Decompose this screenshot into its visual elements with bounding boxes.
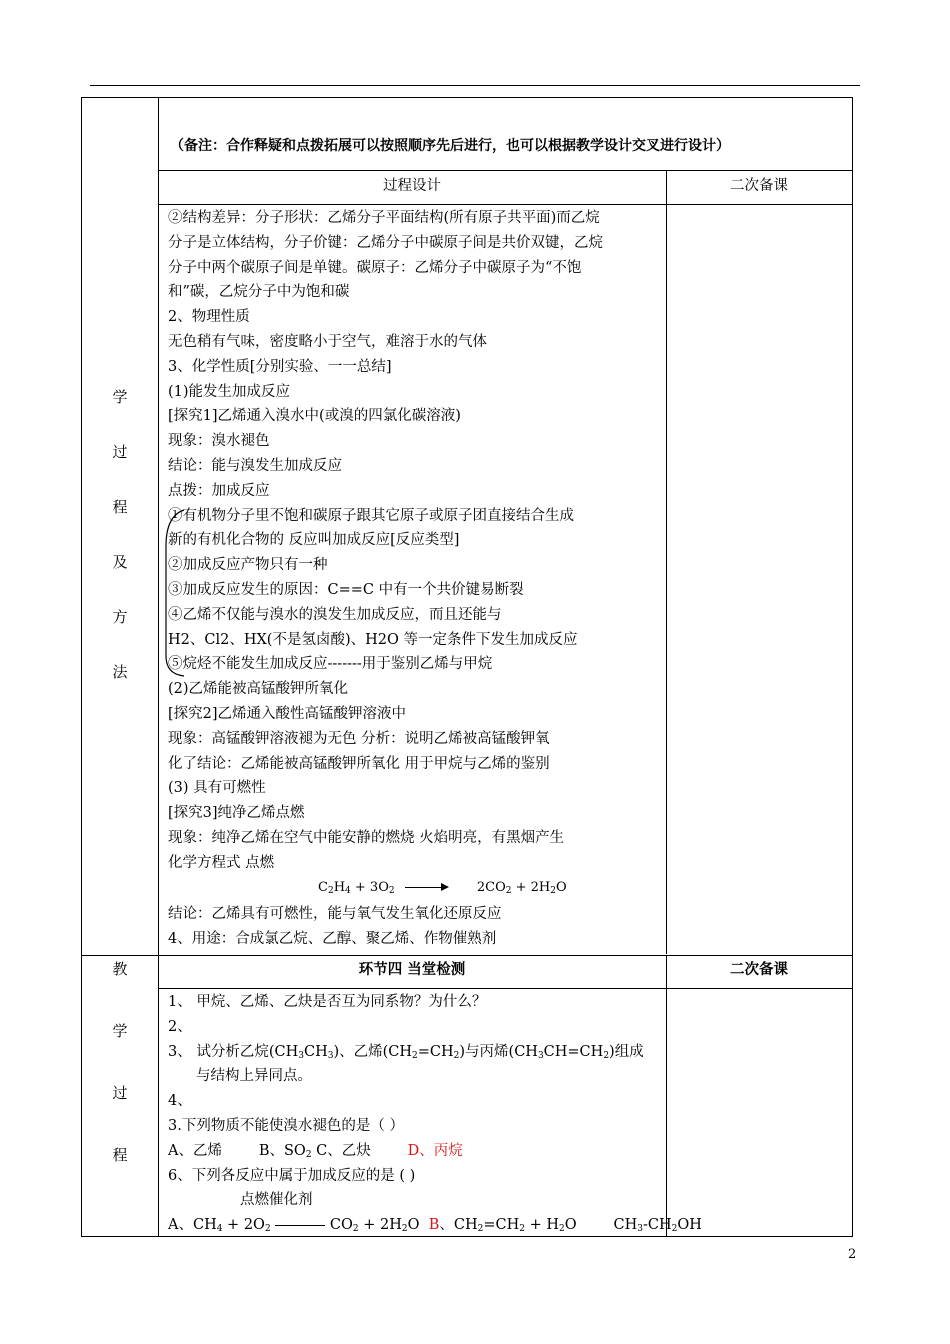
text-line: 3、化学性质[分别实验、一一总结] [168, 358, 392, 375]
side-char: 法 [112, 663, 128, 681]
text-line: 结论：乙烯具有可燃性，能与氧气发生氧化还原反应 [168, 906, 502, 922]
side-char: 方 [112, 608, 128, 626]
side-column-divider [158, 98, 159, 1236]
text-line: [探究2]乙烯通入酸性高锰酸钾溶液中 [168, 705, 407, 722]
row-line-1 [158, 170, 852, 171]
page-number: 2 [848, 1247, 857, 1262]
side-char: 学 [112, 388, 128, 406]
side-char: 过 [112, 1084, 128, 1102]
text-line: 现象：溴水褪色 [168, 433, 270, 450]
side-char: 学 [112, 1022, 128, 1040]
header-rule [90, 85, 860, 86]
equation-products: $2CO_2 + 2H_2O$ [476, 880, 567, 896]
side-char: 程 [112, 498, 128, 516]
bracket-mark [162, 506, 188, 681]
text-line: 和”碳，乙烷分子中为饱和碳 [168, 284, 350, 301]
text-line: (2)乙烯能被高锰酸钾所氧化 [168, 681, 349, 698]
text-line: 分子是立体结构，分子价键：乙烯分子中碳原子间是共价双键，乙烷 [168, 234, 603, 251]
question-1: 1、 甲烷、乙烯、乙炔是否互为同系物？为什么？ [168, 994, 487, 1010]
question-6-options: A、$CH_4 + 2O_2$ $CO_2 + 2H_2O$ B、$CH_2=CH_2 + H_2O$ $CH_3-CH_2OH$ [168, 1217, 702, 1235]
section4-header: 环节四 当堂检测 [358, 961, 466, 978]
text-line: 化学方程式 点燃 [168, 854, 275, 871]
question-6: 6、下列各反应中属于加成反应的是 ( ) [168, 1167, 416, 1184]
text-line: 现象：纯净乙烯在空气中能安静的燃烧 火焰明亮，有黑烟产生 [168, 829, 565, 846]
text-line: [探究3]纯净乙烯点燃 [168, 805, 305, 822]
text-line: 分子中两个碳原子间是单键。碳原子：乙烯分子中碳原子为“不饱 [168, 259, 582, 276]
text-line: 2、物理性质 [168, 309, 250, 326]
process-body-after [168, 902, 502, 952]
side-char: 及 [112, 553, 128, 571]
note-text: （备注：合作释疑和点拨拓展可以按照顺序先后进行，也可以根据教学设计交叉进行设计） [170, 138, 730, 154]
question-2: 2、 [168, 1018, 192, 1035]
question-3: 3、 试分析乙烷$(CH_3CH_3)$、乙烯$(CH_2=CH_2)$与丙烯$(CH_3CH=CH_2)$组成 [168, 1043, 644, 1061]
text-line: ④乙烯不仅能与溴水的溴发生加成反应，而且还能与 [168, 606, 502, 623]
text-line: 点拨：加成反应 [168, 482, 270, 499]
process-body [168, 206, 603, 876]
text-line: ③加成反应发生的原因：C==C 中有一个共价键易断裂 [168, 581, 524, 598]
text-line: ②结构差异：分子形状：乙烯分子平面结构(所有原子共平面)而乙烷 [168, 210, 600, 226]
question-4: 4、 [168, 1093, 192, 1110]
question-6-condition: 点燃催化剂 [240, 1192, 313, 1209]
col-divider-1 [666, 170, 667, 954]
quiz-body [168, 990, 702, 1238]
text-line: 4、用途：合成氯乙烷、乙醇、聚乙烯、作物催熟剂 [168, 930, 497, 947]
text-line: 化了结论：乙烯能被高锰酸钾所氧化 用于甲烷与乙烯的鉴别 [168, 755, 550, 772]
second-prep-header: 二次备课 [730, 178, 788, 194]
text-line: 新的有机化合物的 反应叫加成反应[反应类型] [168, 532, 460, 549]
side-char: 程 [112, 1146, 128, 1164]
equation-reactants: $C_2H_4 + 3O_2$ [318, 880, 395, 896]
text-line: [探究1]乙烯通入溴水中(或溴的四氯化碳溶液) [168, 408, 461, 425]
second-prep-header-2: 二次备课 [730, 961, 788, 978]
text-line: ⑤烷烃不能发生加成反应-------用于鉴别乙烯与甲烷 [168, 656, 493, 673]
text-line: (3) 具有可燃性 [168, 780, 266, 797]
text-line: H2、Cl2、HX(不是氢卤酸)、H2O 等一定条件下发生加成反应 [168, 631, 578, 648]
lesson-table [81, 97, 853, 1237]
text-line: (1)能发生加成反应 [168, 383, 291, 400]
text-line: ②加成反应产物只有一种 [168, 557, 328, 574]
row-line-3 [82, 955, 852, 956]
text-line: 无色稍有气味，密度略小于空气，难溶于水的气体 [168, 333, 487, 350]
side-label-1 [82, 386, 158, 716]
side-char: 教 [112, 960, 128, 978]
arrow-icon [405, 887, 447, 888]
text-line: 结论：能与溴发生加成反应 [168, 457, 342, 474]
text-line: 现象：高锰酸钾溶液褪为无色 分析：说明乙烯被高锰酸钾氧 [168, 730, 550, 747]
question-3-cont: 与结构上异同点。 [196, 1068, 312, 1085]
text-line: ①有机物分子里不饱和碳原子跟其它原子或原子团直接结合生成 [168, 507, 574, 524]
side-label-2 [82, 958, 158, 1206]
side-char: 过 [112, 443, 128, 461]
row-line-4 [158, 988, 852, 989]
option-d: D、丙烷 [407, 1142, 463, 1159]
process-design-header: 过程设计 [383, 178, 441, 194]
question-5: 3.下列物质不能使溴水褪色的是（ ） [168, 1117, 404, 1134]
combustion-equation [318, 876, 567, 901]
row-line-2 [158, 204, 852, 205]
question-5-options: A、乙烯 B、$SO_2$ C、乙炔 D、丙烷 [168, 1142, 463, 1160]
